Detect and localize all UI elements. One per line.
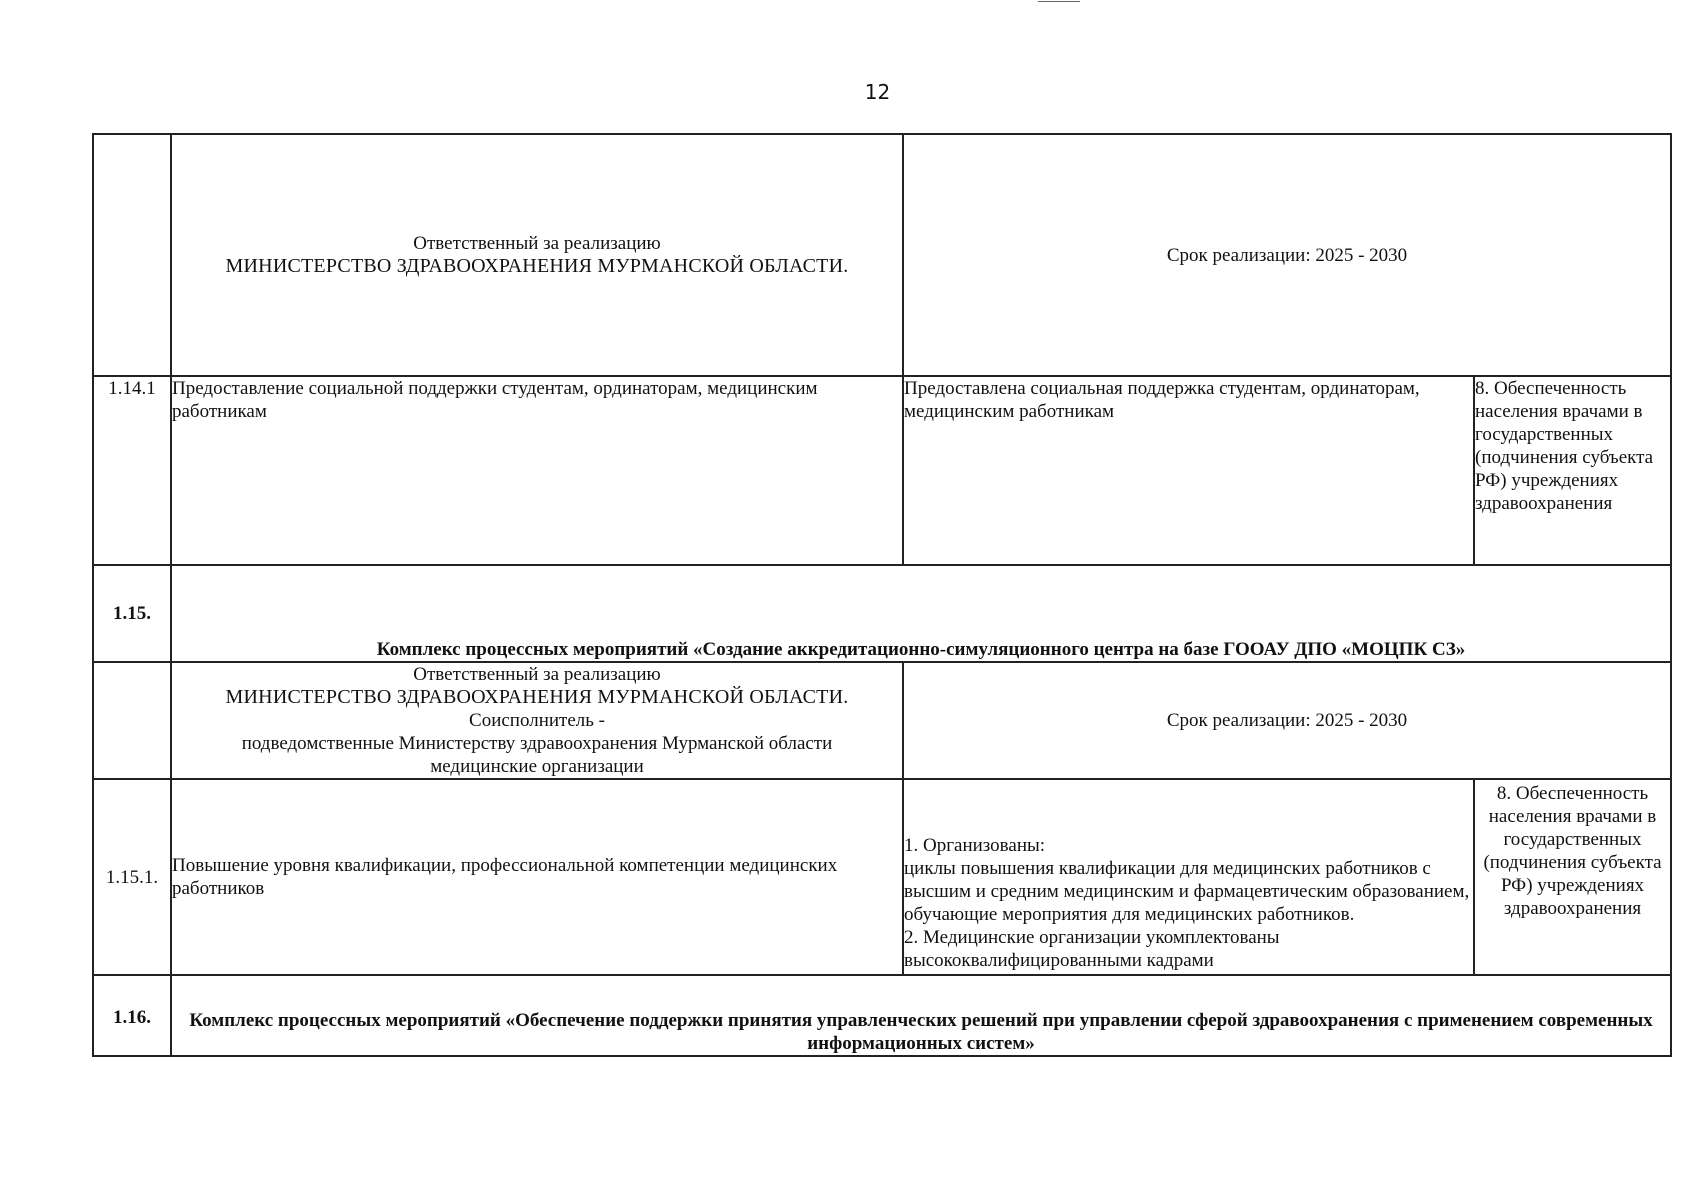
page-number: 12 bbox=[864, 80, 891, 104]
table-row bbox=[93, 565, 1671, 662]
coexecutor-label: Соисполнитель - bbox=[469, 710, 605, 731]
result-line: 1. Организованы: bbox=[904, 835, 1046, 856]
table-row bbox=[93, 134, 1671, 376]
responsible-org: МИНИСТЕРСТВО ЗДРАВООХРАНЕНИЯ МУРМАНСКОЙ ОБЛАСТИ. bbox=[225, 686, 849, 708]
complex-title-cell bbox=[171, 565, 1671, 662]
table-row bbox=[93, 779, 1671, 975]
coexecutor-text: подведомственные Министерству здравоохранения Мурманской области bbox=[241, 733, 833, 754]
responsible-label: Ответственный за реализацию bbox=[413, 233, 661, 254]
row-number: 1.15. bbox=[93, 565, 171, 662]
responsible-cell bbox=[171, 134, 903, 376]
term-text: Срок реализации: 2025 - 2030 bbox=[1166, 244, 1408, 266]
row-number: 1.14.1 bbox=[93, 376, 171, 565]
complex-title: Комплекс процессных мероприятий «Обеспечение поддержки принятия управленческих решений при управлении сферой здравоохранения с применением современных информационных систем» bbox=[189, 1010, 1653, 1054]
row-number-cell bbox=[93, 662, 171, 779]
complex-title-cell bbox=[171, 975, 1671, 1056]
responsible-org: МИНИСТЕРСТВО ЗДРАВООХРАНЕНИЯ МУРМАНСКОЙ ОБЛАСТИ. bbox=[225, 255, 849, 277]
table-row bbox=[93, 975, 1671, 1056]
result-line: циклы повышения квалификации для медицинских работников с высшим и средним медицинским и фармацевтическим образованием, обучающие мероприятия для медицинских работников. bbox=[904, 858, 1470, 925]
activities-table bbox=[92, 133, 1672, 1057]
coexecutor-text-2: медицинские организации bbox=[430, 756, 644, 777]
complex-title: Комплекс процессных мероприятий «Создание аккредитационно-симуляционного центра на базе ГООАУ ДПО «МОЦПК СЗ» bbox=[376, 639, 1466, 660]
indicator-cell: 8. Обеспеченность населения врачами в государственных (подчинения субъекта РФ) учреждениях здравоохранения bbox=[1474, 779, 1671, 975]
task-cell: Предоставление социальной поддержки студентам, ординаторам, медицинским работникам bbox=[171, 376, 903, 565]
indicator-cell: 8. Обеспеченность населения врачами в государственных (подчинения субъекта РФ) учреждениях здравоохранения bbox=[1474, 376, 1671, 565]
result-line: 2. Медицинские организации укомплектованы высококвалифицированными кадрами bbox=[904, 927, 1280, 971]
row-number-cell bbox=[93, 134, 171, 376]
table-row bbox=[93, 662, 1671, 779]
task-cell: Повышение уровня квалификации, профессиональной компетенции медицинских работников bbox=[171, 779, 903, 975]
result-cell: Предоставлена социальная поддержка студентам, ординаторам, медицинским работникам bbox=[903, 376, 1474, 565]
responsible-label: Ответственный за реализацию bbox=[413, 664, 661, 685]
term-cell bbox=[903, 134, 1671, 376]
table-row bbox=[93, 376, 1671, 565]
top-scan-mark bbox=[1038, 1, 1080, 2]
row-number: 1.15.1. bbox=[93, 779, 171, 975]
term-cell bbox=[903, 662, 1671, 779]
result-cell bbox=[903, 779, 1474, 975]
term-text: Срок реализации: 2025 - 2030 bbox=[1166, 710, 1408, 731]
row-number: 1.16. bbox=[93, 975, 171, 1056]
responsible-cell bbox=[171, 662, 903, 779]
